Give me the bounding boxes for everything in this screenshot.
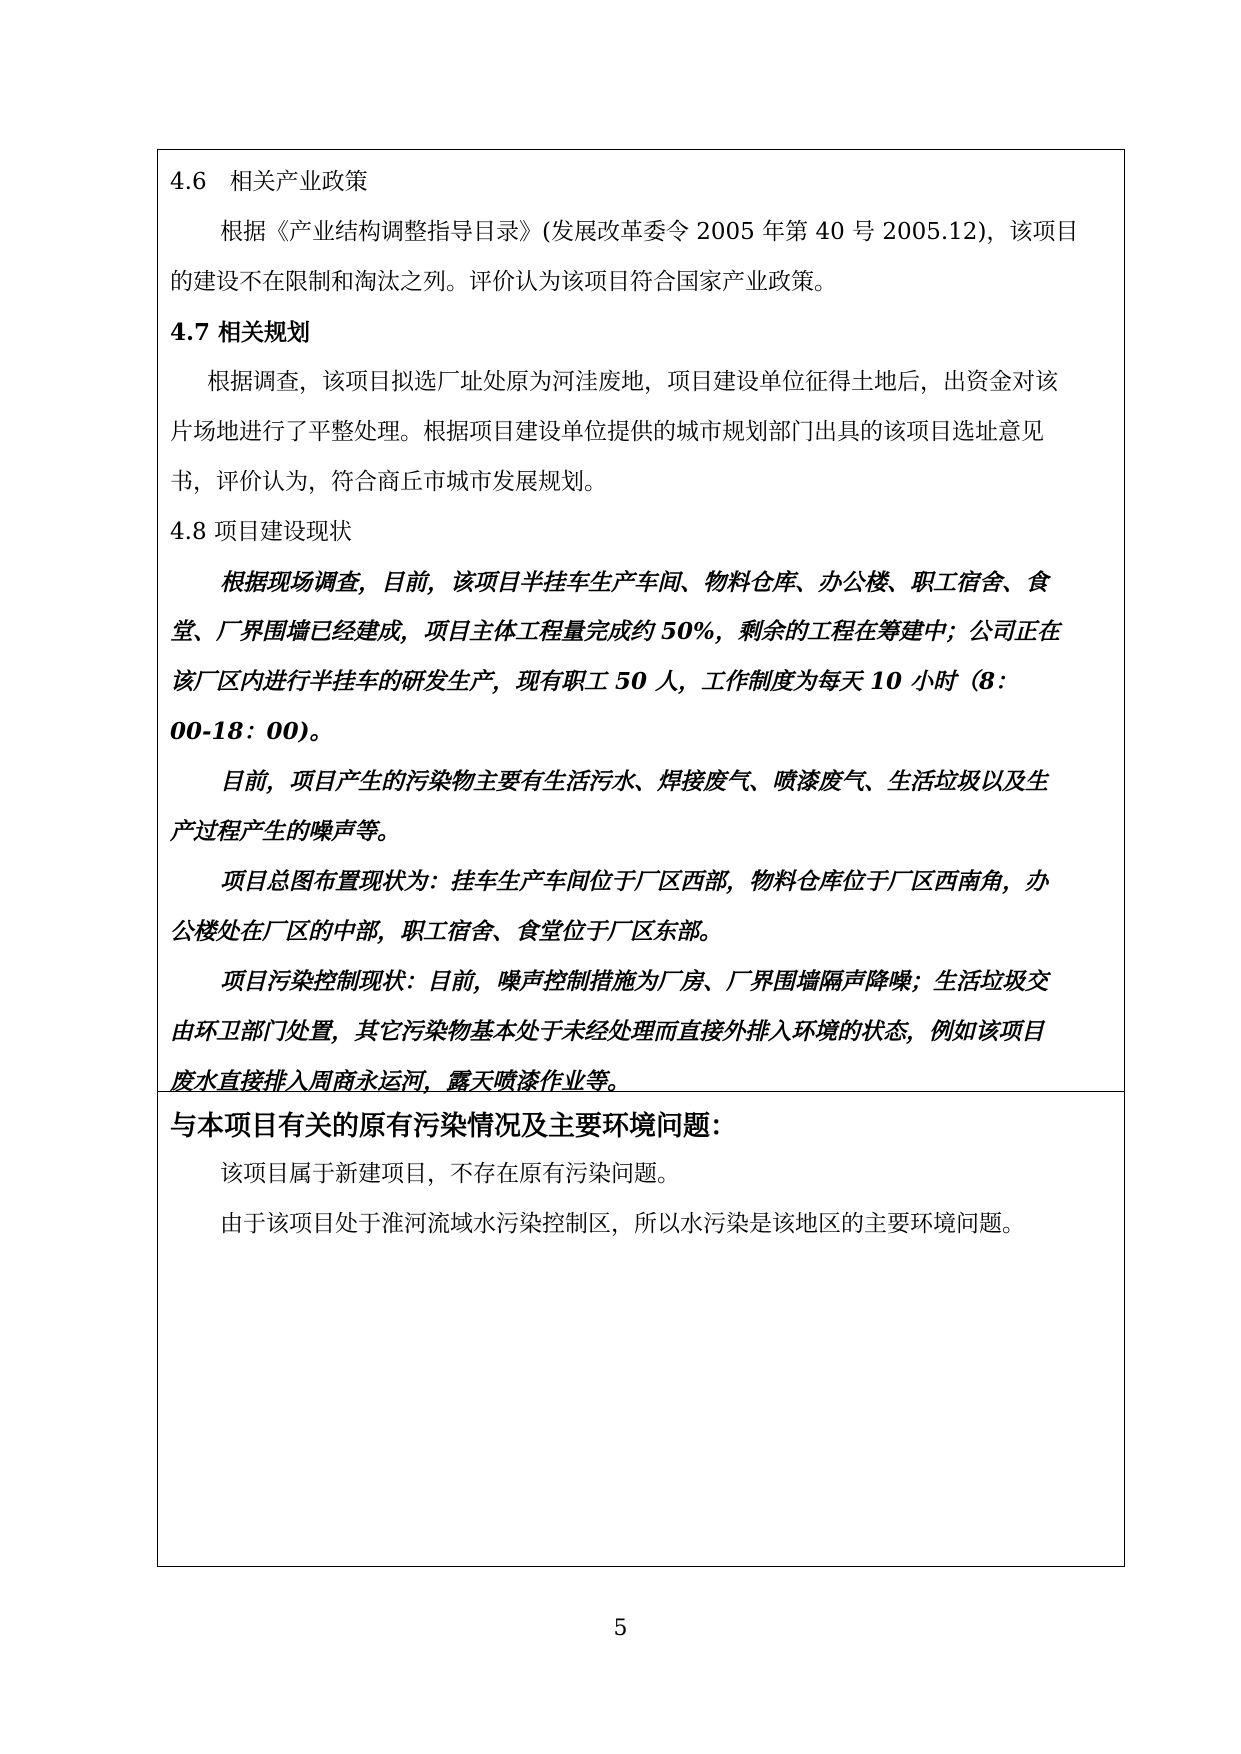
paragraph-line: 书，评价认为，符合商丘市城市发展规划。 [170,469,607,495]
section-heading-4-6: 4.6 相关产业政策 [170,169,368,195]
paragraph-line: 由环卫部门处置，其它污染物基本处于未经处理而直接外排入环境的状态，例如该项目 [170,1018,1044,1045]
section-heading-4-8: 4.8 项目建设现状 [170,519,352,545]
paragraph-line: 项目总图布置现状为：挂车生产车间位于厂区西部，物料仓库位于厂区西南角，办 [220,868,1048,895]
page-number: 5 [613,1616,628,1641]
pollution-section-heading: 与本项目有关的原有污染情况及主要环境问题： [170,1111,737,1142]
paragraph-line: 根据《产业结构调整指导目录》(发展改革委令 2005 年第 40 号 2005.12)，该项目 [220,219,1079,245]
paragraph-line: 项目污染控制现状：目前，噪声控制措施为厂房、厂界围墙隔声降噪；生活垃圾交 [220,968,1048,995]
paragraph-line: 00-18：00)。 [170,718,333,745]
paragraph-line: 的建设不在限制和淘汰之列。评价认为该项目符合国家产业政策。 [170,269,837,295]
paragraph-line: 该项目属于新建项目，不存在原有污染问题。 [220,1161,680,1187]
paragraph-line: 根据现场调查，目前，该项目半挂车生产车间、物料仓库、办公楼、职工宿舍、食 [220,569,1048,596]
paragraph-line: 公楼处在厂区的中部，职工宿舍、食堂位于厂区东部。 [170,918,722,945]
paragraph-line: 目前，项目产生的污染物主要有生活污水、焊接废气、喷漆废气、生活垃圾以及生 [220,768,1048,795]
paragraph-line: 产过程产生的噪声等。 [170,818,400,845]
table-frame [157,149,1125,1567]
paragraph-line: 由于该项目处于淮河流域水污染控制区，所以水污染是该地区的主要环境问题。 [220,1211,1025,1237]
paragraph-line: 该厂区内进行半挂车的研发生产，现有职工 50 人，工作制度为每天 10 小时（8： [170,668,1019,695]
paragraph-line: 堂、厂界围墙已经建成，项目主体工程量完成约 50%，剩余的工程在筹建中；公司正在 [170,618,1060,645]
section-heading-4-7: 4.7 相关规划 [170,319,311,346]
paragraph-line: 片场地进行了平整处理。根据项目建设单位提供的城市规划部门出具的该项目选址意见 [170,419,1044,445]
paragraph-line: 根据调查，该项目拟选厂址处原为河洼废地，项目建设单位征得土地后，出资金对该 [207,369,1058,395]
paragraph-line: 废水直接排入周商永运河，露天喷漆作业等。 [170,1068,630,1095]
